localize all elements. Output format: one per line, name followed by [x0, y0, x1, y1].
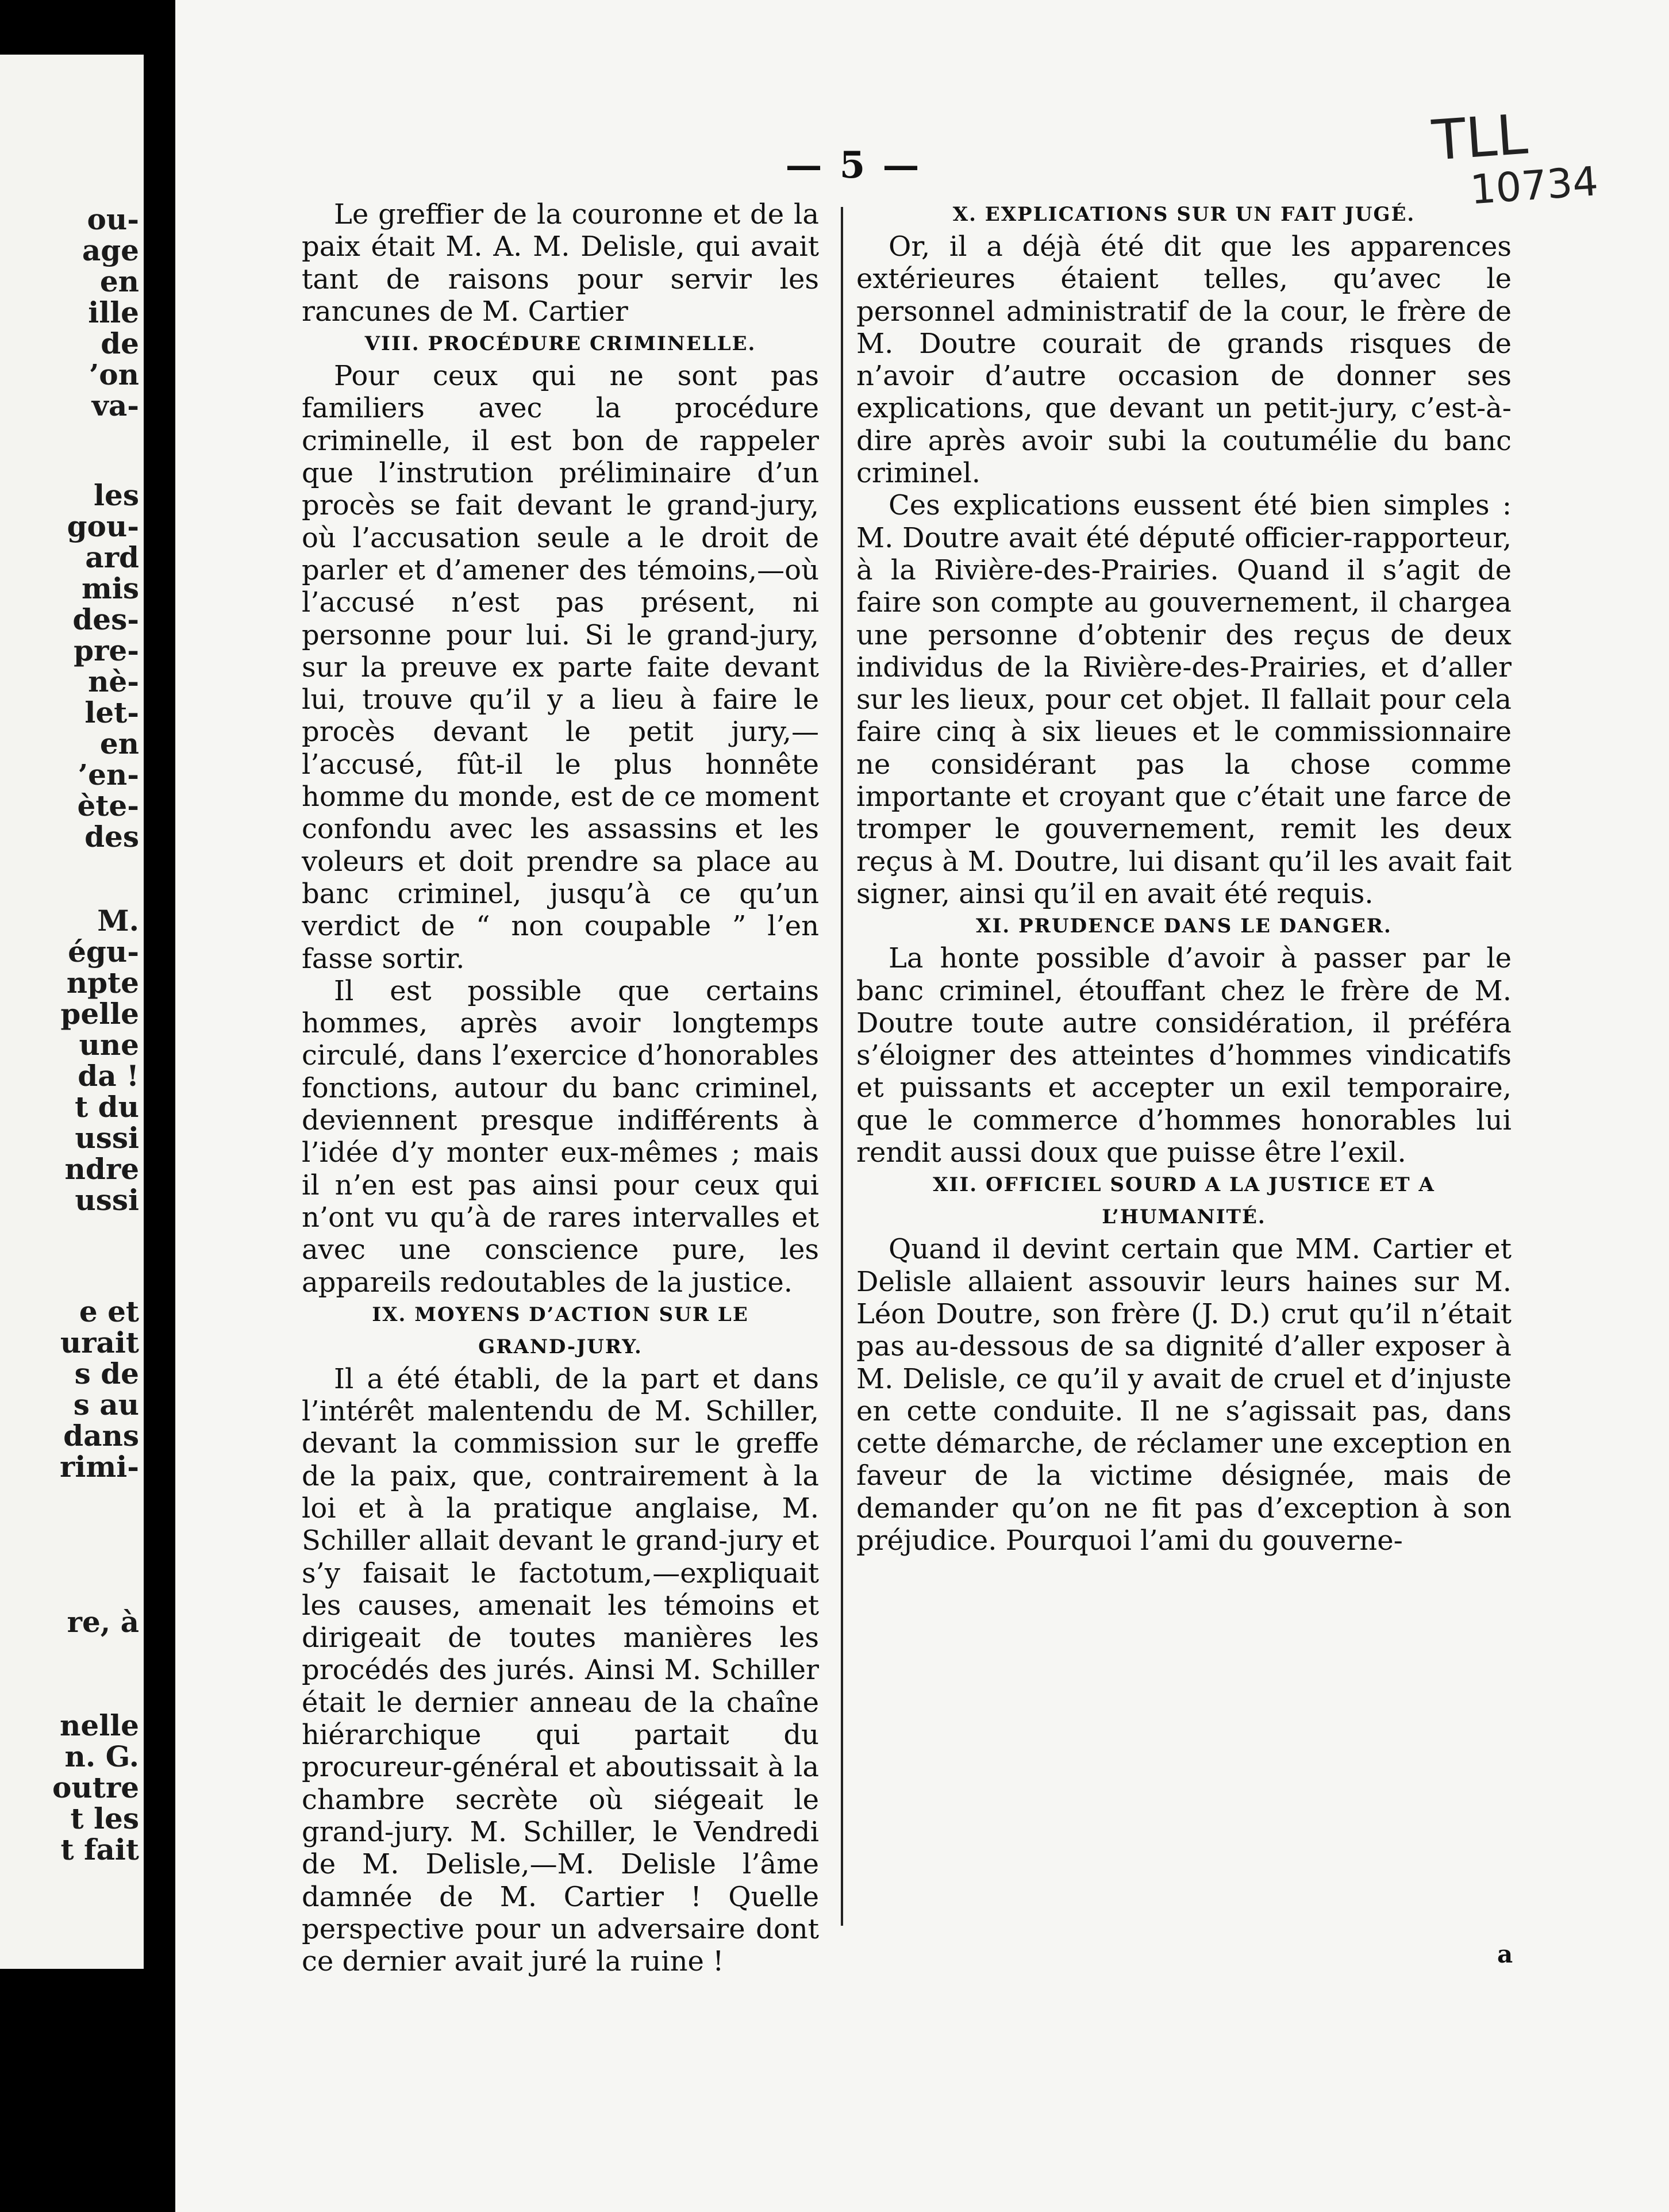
prev-page-fragment: ard	[85, 540, 139, 574]
catchword: a	[1497, 1940, 1513, 1968]
prev-page-fragment: let-	[84, 696, 139, 729]
prev-page-fragment: re, à	[67, 1605, 139, 1639]
prev-page-fragment: ’on	[89, 358, 139, 391]
intro-paragraph: Le greffier de la couronne et de la paix était M. A. M. Delisle, qui avait tant de raisons pour servir les rancunes de M. Cartier	[302, 198, 819, 328]
prev-page-fragment: des	[84, 820, 139, 854]
prev-page-fragment: les	[94, 478, 139, 512]
page	[175, 0, 1669, 2212]
paragraph-8b: Il est possible que certains hommes, après avoir longtemps circulé, dans l’exercice d’honorables fonctions, autour du banc criminel, deviennent presque indifférents à l’idée d’y monter eux-mêmes ; mais il n’en est pas ainsi pour ceux qui n’ont vu qu’à de rares intervalles et avec une conscience pure, les appareils redoutables de la justice.	[302, 974, 819, 1299]
previous-page-edge	[0, 55, 144, 1969]
prev-page-fragment: une	[79, 1028, 139, 1062]
prev-page-fragment: pelle	[60, 997, 139, 1031]
section-heading-9: IX. MOYENS D’ACTION SUR LE GRAND-JURY.	[372, 1303, 749, 1358]
prev-page-fragment: s au	[73, 1388, 139, 1422]
prev-page-fragment: égu-	[68, 935, 139, 969]
section-heading-12: XII. OFFICIEL SOURD A LA JUSTICE ET A L’HUMANITÉ.	[933, 1173, 1435, 1229]
prev-page-fragment: mis	[81, 571, 139, 605]
prev-page-fragment: urait	[60, 1326, 139, 1360]
prev-page-fragment: ’en-	[78, 758, 139, 792]
paragraph-12: Quand il devint certain que MM. Cartier et Delisle allaient assouvir leurs haines sur M. Léon Doutre, son frère (J. D.) crut qu’il n’était pas au-dessous de sa dignité d’aller exposer à M. Delisle, ce qu’il y avait de cruel et d’injuste en cette conduite. Il ne s’agissait pas, dans cette démarche, de réclamer une exception en faveur de la victime désignée, mais de demander qu’on ne fit pas d’exception à son préjudice. Pourquoi l’ami du gouverne-	[856, 1233, 1512, 1557]
prev-page-fragment: e et	[79, 1295, 139, 1328]
prev-page-fragment: nelle	[60, 1708, 139, 1742]
prev-page-fragment: des-	[72, 602, 139, 636]
prev-page-fragment: t fait	[60, 1833, 139, 1867]
prev-page-fragment: en	[99, 264, 139, 298]
prev-page-fragment: ète-	[77, 789, 139, 823]
paragraph-8a: Pour ceux qui ne sont pas familiers avec la procédure criminelle, il est bon de rappeler que l’instrution préliminaire d’un procès se fait devant le grand-jury, où l’accusation seule a le droit de parler et d’amener des témoins,—où l’accusé n’est pas présent, ni personne pour lui. Si le grand-jury, sur la preuve ex parte faite devant lui, trouve qu’il y a lieu à faire le procès devant le petit jury,—l’accusé, fût-il le plus honnête homme du monde, est de ce moment confondu avec les assassins et les voleurs et doit prendre sa place au banc criminel, jusqu’à ce qu’un verdict de “ non coupable ” l’en fasse sortir.	[302, 360, 819, 975]
left-column	[302, 198, 819, 1977]
prev-page-fragment: ndre	[64, 1152, 139, 1186]
right-column	[856, 198, 1512, 1557]
prev-page-fragment: M.	[97, 904, 139, 938]
section-heading-10: X. EXPLICATIONS SUR UN FAIT JUGÉ.	[952, 203, 1416, 226]
section-heading-11: XI. PRUDENCE DANS LE DANGER.	[976, 915, 1392, 938]
catalog-mark-letters: TLL	[1430, 102, 1530, 173]
prev-page-fragment: ille	[88, 295, 139, 329]
prev-page-fragment: age	[82, 233, 139, 267]
prev-page-fragment: ou-	[87, 202, 139, 236]
paragraph-10b: Ces explications eussent été bien simples : M. Doutre avait été député officier-rapporteur, à la Rivière-des-Prairies. Quand il s’agit de faire son compte au gouvernement, il chargea une personne d’obtenir des reçus de deux individus de la Rivière-des-Prairies, et d’aller sur les lieux, pour cet objet. Il fallait pour cela faire cinq à six lieues et le commissionnaire ne considérant pas la chose comme importante et croyant que c’était une farce de tromper le gouvernement, remit les deux reçus à M. Doutre, lui disant qu’il les avait fait signer, ainsi qu’il en avait été requis.	[856, 489, 1512, 910]
prev-page-fragment: pre-	[74, 633, 139, 667]
prev-page-fragment: ussi	[75, 1121, 139, 1155]
catalog-mark-number: 10734	[1468, 158, 1600, 214]
column-divider	[841, 207, 843, 1926]
prev-page-fragment: rimi-	[60, 1450, 139, 1484]
prev-page-fragment: npte	[66, 966, 139, 1000]
paragraph-9: Il a été établi, de la part et dans l’intérêt malentendu de M. Schiller, devant la commission sur le greffe de la paix, que, contrairement à la loi et à la pratique anglaise, M. Schiller allait devant le grand-jury et s’y faisait le factotum,—expliquait les causes, amenait les témoins et dirigeait de toutes manières les procédés des jurés. Ainsi M. Schiller était le dernier anneau de la chaîne hiérarchique qui partait du procureur-général et aboutissait à la chambre secrète où siégeait le grand-jury. M. Schiller, le Vendredi de M. Delisle,—M. Delisle l’âme damnée de M. Cartier ! Quelle perspective pour un adversaire dont ce dernier avait juré la ruine !	[302, 1362, 819, 1978]
prev-page-fragment: en	[99, 727, 139, 761]
prev-page-fragment: outre	[52, 1771, 139, 1804]
paragraph-10a: Or, il a déjà été dit que les apparences extérieures étaient telles, qu’avec le personnel administratif de la cour, le frère de M. Doutre courait de grands risques de n’avoir d’autre occasion de donner ses explications, que devant un petit-jury, c’est-à-dire après avoir subi la coutumélie du banc criminel.	[856, 231, 1512, 490]
prev-page-fragment: dans	[63, 1419, 139, 1453]
page-number: — 5 —	[767, 144, 940, 187]
prev-page-fragment: de	[101, 327, 139, 360]
prev-page-fragment: nè-	[88, 665, 139, 698]
prev-page-fragment: va-	[91, 389, 139, 423]
prev-page-fragment: da !	[78, 1059, 139, 1093]
prev-page-fragment: s de	[74, 1357, 139, 1391]
prev-page-fragment: n. G.	[64, 1739, 139, 1773]
prev-page-fragment: t du	[75, 1090, 139, 1124]
prev-page-fragment: t les	[70, 1802, 139, 1835]
prev-page-fragment: ussi	[75, 1183, 139, 1217]
prev-page-fragment: gou-	[67, 509, 139, 543]
paragraph-11: La honte possible d’avoir à passer par le banc criminel, étouffant chez le frère de M. Doutre toute autre considération, il préféra s’éloigner des atteintes d’hommes vindicatifs et puissants et accepter un exil temporaire, que le commerce d’hommes honorables lui rendit aussi doux que puisse être l’exil.	[856, 942, 1512, 1169]
section-heading-8: VIII. PROCÉDURE CRIMINELLE.	[364, 332, 756, 356]
